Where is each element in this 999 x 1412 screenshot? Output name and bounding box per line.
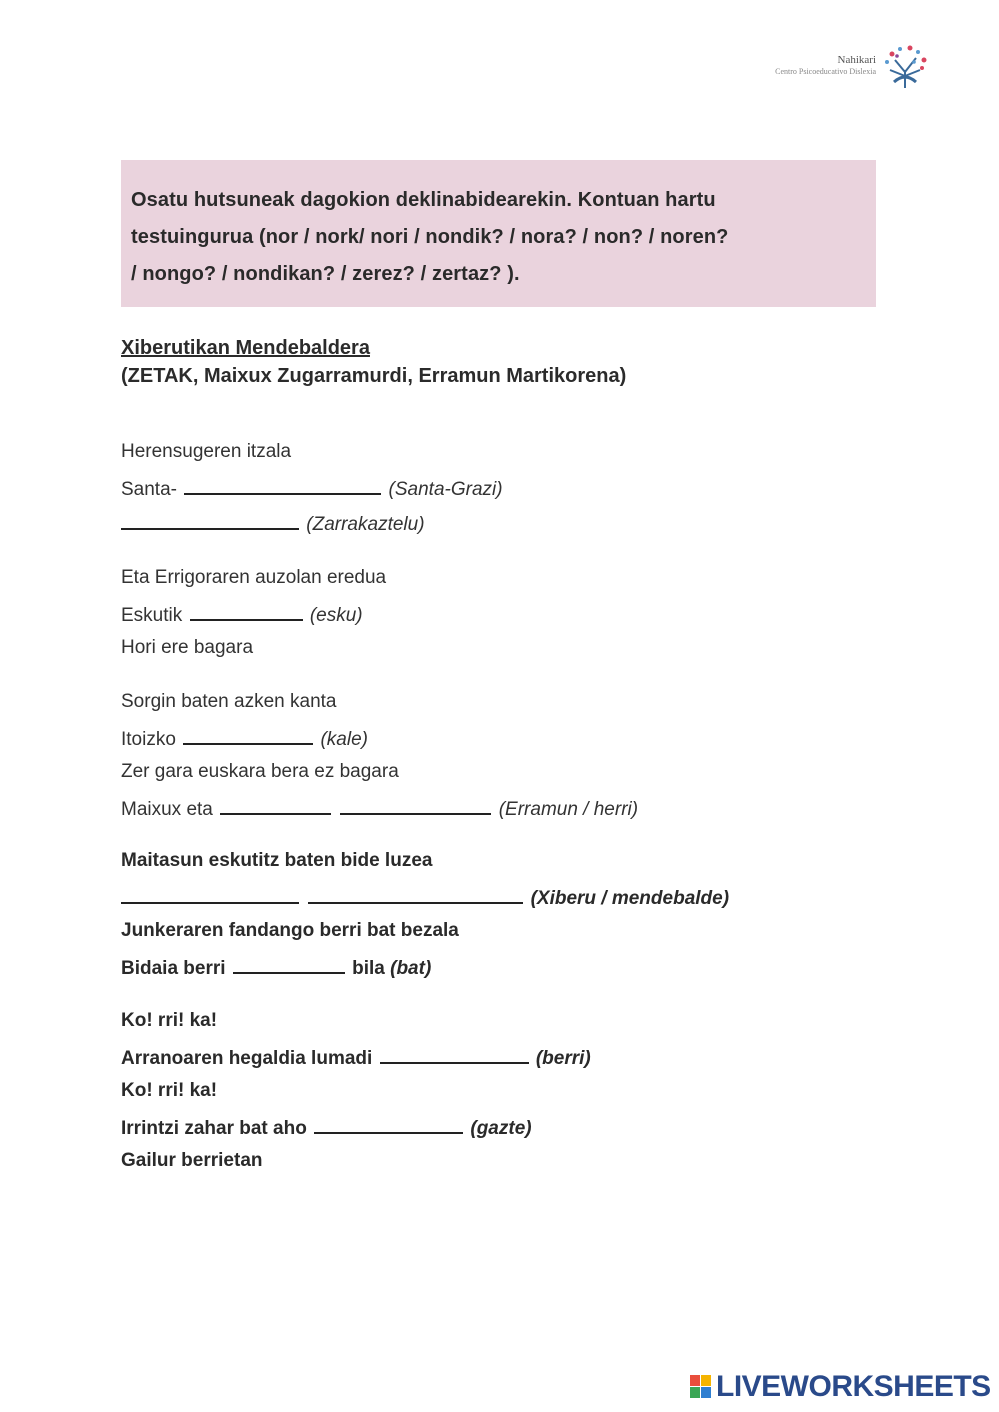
- footer-brand: LIVEWORKSHEETS: [716, 1370, 991, 1403]
- lyric-line: [121, 510, 425, 537]
- song-title-block: [121, 334, 626, 390]
- hint-text: (gazte): [470, 1118, 532, 1139]
- instruction-box: [121, 160, 876, 307]
- answer-blank[interactable]: [220, 795, 331, 815]
- line-prefix: Bidaia berri: [121, 958, 226, 979]
- lyric-line: Gailur berrietan: [121, 1150, 263, 1171]
- instruction-line-2: testuingurua (nor / nork/ nori / nondik? / nora? / non? / noren?: [131, 226, 729, 248]
- line-prefix: Itoizko: [121, 729, 176, 750]
- line-prefix: Eskutik: [121, 605, 183, 626]
- logo-name: Nahikari: [837, 54, 876, 66]
- answer-blank[interactable]: [190, 601, 303, 621]
- lyric-line: [121, 725, 368, 752]
- line-prefix: Irrintzi zahar bat aho: [121, 1118, 307, 1139]
- lyric-line: Hori ere bagara: [121, 637, 254, 658]
- lyric-line: Ko! rri! ka!: [121, 1010, 218, 1031]
- lyric-line: [121, 884, 729, 911]
- line-prefix: Maixux eta: [121, 799, 213, 820]
- lyric-line: Sorgin baten azken kanta: [121, 691, 337, 712]
- nahikari-logo: [758, 40, 938, 92]
- line-middle: bila: [352, 958, 385, 979]
- lyric-line: Junkeraren fandango berri bat bezala: [121, 920, 459, 941]
- line-prefix: Santa-: [121, 479, 177, 500]
- hint-text: (Erramun / herri): [498, 799, 639, 820]
- lyric-line: Eta Errigoraren auzolan eredua: [121, 567, 387, 588]
- lyric-line: Ko! rri! ka!: [121, 1080, 218, 1101]
- lyric-line: [121, 1114, 532, 1141]
- hint-text: (bat): [390, 958, 432, 979]
- song-credits: (ZETAK, Maixux Zugarramurdi, Erramun Martikorena): [121, 365, 627, 387]
- lyric-line: Maitasun eskutitz baten bide luzea: [121, 850, 433, 871]
- lyric-line: [121, 601, 363, 628]
- lyric-line: Zer gara euskara bera ez bagara: [121, 761, 399, 782]
- song-title: Xiberutikan Mendebaldera: [121, 337, 370, 359]
- instruction-line-1: Osatu hutsuneak dagokion deklinabidearekin. Kontuan hartu: [131, 189, 716, 211]
- hint-text: (Zarrakaztelu): [306, 514, 425, 535]
- live-badge-icon: [690, 1375, 712, 1399]
- answer-blank[interactable]: [121, 884, 299, 904]
- logo-subtitle: Centro Psicoeducativo Dislexia: [775, 67, 876, 76]
- lyric-line: Herensugeren itzala: [121, 441, 292, 462]
- lyric-line: [121, 1044, 591, 1071]
- answer-blank[interactable]: [314, 1114, 463, 1134]
- answer-blank[interactable]: [183, 725, 313, 745]
- answer-blank[interactable]: [308, 884, 523, 904]
- answer-blank[interactable]: [233, 954, 345, 974]
- answer-blank[interactable]: [121, 510, 299, 530]
- answer-blank[interactable]: [340, 795, 491, 815]
- lyric-line: [121, 475, 503, 502]
- instruction-line-3: / nongo? / nondikan? / zerez? / zertaz? ).: [131, 263, 520, 285]
- line-prefix: Arranoaren hegaldia lumadi: [121, 1048, 373, 1069]
- answer-blank[interactable]: [380, 1044, 529, 1064]
- lyric-line: [121, 954, 431, 981]
- lyric-line: [121, 795, 638, 822]
- hint-text: (Xiberu / mendebalde): [530, 888, 730, 909]
- tree-hands-icon: [880, 42, 930, 90]
- answer-blank[interactable]: [184, 475, 381, 495]
- hint-text: (esku): [309, 605, 363, 626]
- hint-text: (berri): [535, 1048, 591, 1069]
- hint-text: (kale): [320, 729, 368, 750]
- hint-text: (Santa-Grazi): [388, 479, 503, 500]
